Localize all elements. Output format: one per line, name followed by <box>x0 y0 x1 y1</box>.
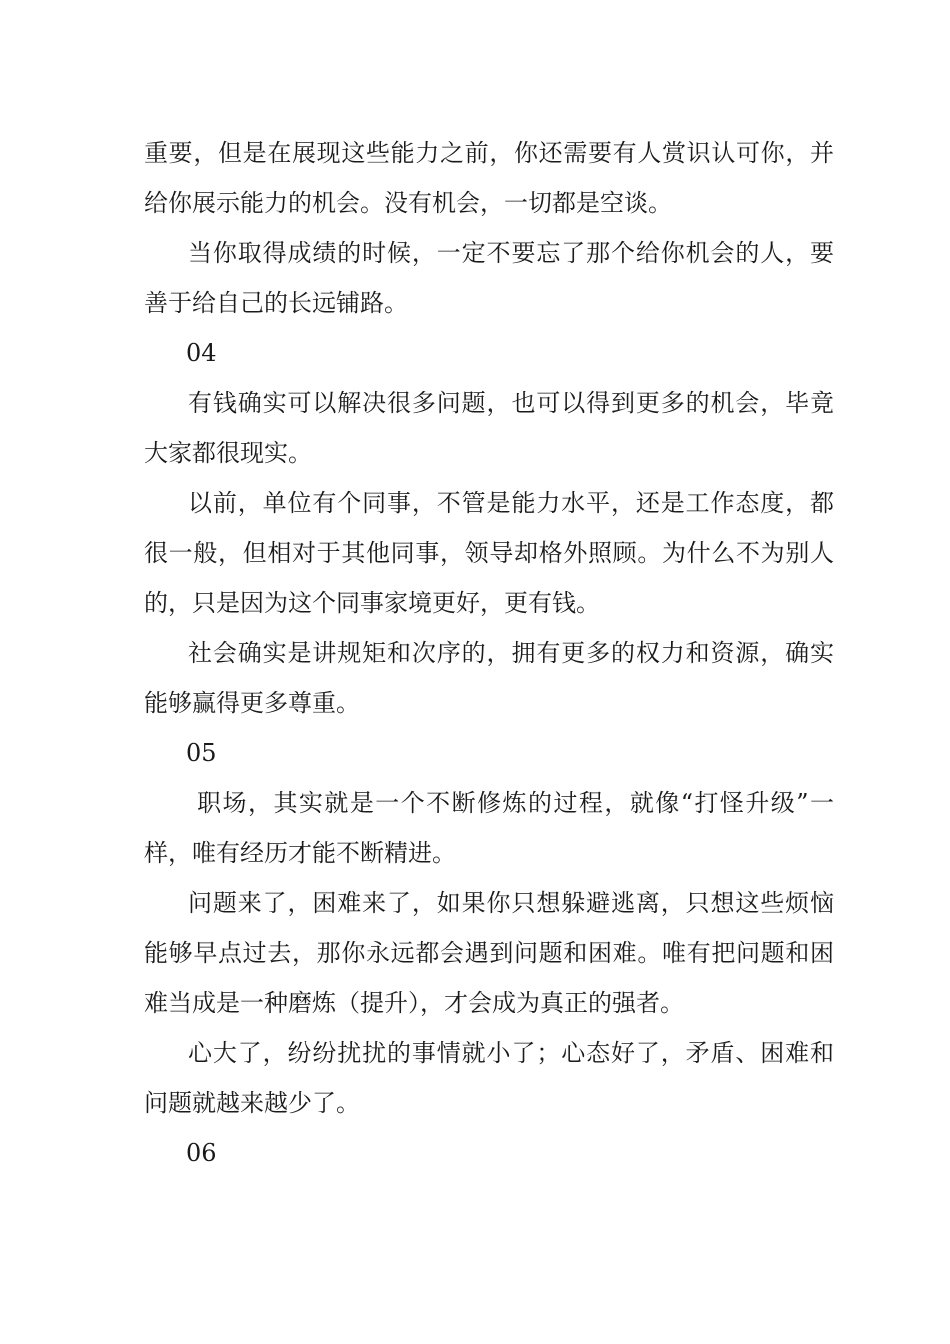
paragraph-continuation: 重要，但是在展现这些能力之前，你还需要有人赏识认可你，并给你展示能力的机会。没有机会，一切都是空谈。 <box>144 139 834 217</box>
paragraph: 社会确实是讲规矩和次序的，拥有更多的权力和资源，确实能够赢得更多尊重。 <box>144 639 834 717</box>
section-number: 05 <box>186 739 217 767</box>
paragraph: 职场，其实就是一个不断修炼的过程，就像“打怪升级”一样，唯有经历才能不断精进。 <box>144 789 834 867</box>
section-number: 06 <box>186 1139 217 1167</box>
paragraph: 问题来了，困难来了，如果你只想躲避逃离，只想这些烦恼能够早点过去，那你永远都会遇到问题和困难。唯有把问题和困难当成是一种磨炼（提升），才会成为真正的强者。 <box>144 889 834 1017</box>
paragraph: 有钱确实可以解决很多问题，也可以得到更多的机会，毕竟大家都很现实。 <box>144 389 834 467</box>
paragraph: 当你取得成绩的时候，一定不要忘了那个给你机会的人，要善于给自己的长远铺路。 <box>144 239 834 317</box>
paragraph: 以前，单位有个同事，不管是能力水平，还是工作态度，都很一般，但相对于其他同事，领导却格外照顾。为什么不为别人的，只是因为这个同事家境更好，更有钱。 <box>144 489 834 617</box>
document-body <box>144 128 834 1178</box>
paragraph: 心大了，纷纷扰扰的事情就小了；心态好了，矛盾、困难和问题就越来越少了。 <box>144 1039 834 1117</box>
section-number: 04 <box>186 339 217 367</box>
